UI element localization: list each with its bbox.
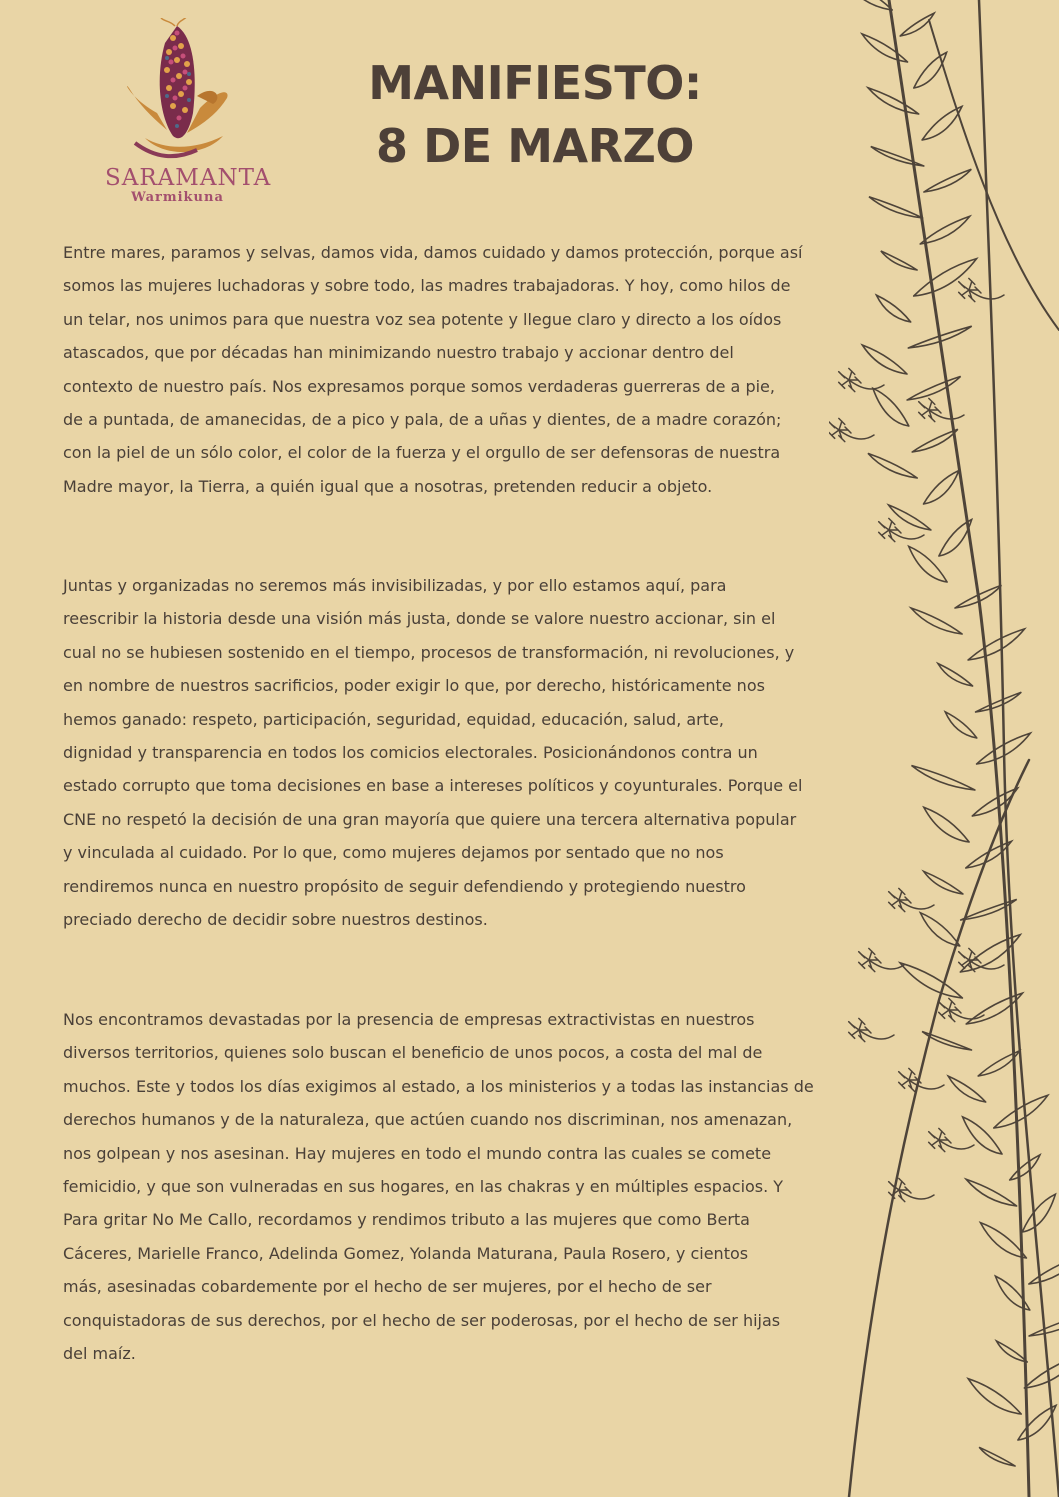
title-line-1: MANIFIESTO:	[368, 56, 702, 110]
text-line: somos las mujeres luchadoras y sobre todo, las madres trabajadoras. Y hoy, como hilos de	[63, 276, 791, 296]
text-line: estado corrupto que toma decisiones en base a intereses políticos y coyunturales. Porque el	[63, 776, 803, 796]
text-line: del maíz.	[63, 1344, 136, 1364]
text-line: Madre mayor, la Tierra, a quién igual que a nosotras, pretenden reducir a objeto.	[63, 476, 713, 496]
paragraph-2	[63, 569, 808, 936]
logo-name: SARAMANTA	[105, 165, 272, 191]
corn-cob-icon	[105, 18, 250, 168]
text-line: con la piel de un sólo color, el color de la fuerza y el orgullo de ser defensoras de nuestra	[63, 443, 781, 463]
text-line: hemos ganado: respeto, participación, seguridad, equidad, educación, salud, arte,	[63, 709, 724, 729]
text-line: atascados, que por décadas han minimizando nuestro trabajo y accionar dentro del	[63, 343, 734, 363]
text-line: Entre mares, paramos y selvas, damos vida, damos cuidado y damos protección, porque así	[63, 243, 803, 262]
text-line: un telar, nos unimos para que nuestra voz sea potente y llegue claro y directo a los oídos	[63, 309, 782, 329]
botanical-illustration	[829, 0, 1059, 1497]
paragraph-3	[63, 1003, 814, 1370]
text-line: y vinculada al cuidado. Por lo que, como mujeres dejamos por sentado que no nos	[63, 843, 724, 863]
text-line: rendiremos nunca en nuestro propósito de seguir defendiendo y protegiendo nuestro	[63, 876, 746, 896]
text-line: Cáceres, Marielle Franco, Adelinda Gomez, Yolanda Maturana, Paula Rosero, y cientos	[63, 1243, 749, 1263]
text-line: Para gritar No Me Callo, recordamos y rendimos tributo a las mujeres que como Berta	[63, 1210, 750, 1230]
text-line: más, asesinadas cobardemente por el hecho de ser mujeres, por el hecho de ser	[63, 1277, 712, 1297]
text-line: derechos humanos y de la naturaleza, que actúen cuando nos discriminan, nos amenazan,	[63, 1110, 793, 1130]
text-line: muchos. Este y todos los días exigimos al estado, a los ministerios y a todas las instancias de	[63, 1076, 814, 1096]
text-line: contexto de nuestro país. Nos expresamos porque somos verdaderas guerreras de a pie,	[63, 376, 775, 396]
text-line: femicidio, y que son vulneradas en sus hogares, en las chakras y en múltiples espacios. Y	[63, 1177, 784, 1197]
text-line: de a puntada, de amanecidas, de a pico y pala, de a uñas y dientes, de a madre corazón;	[63, 410, 782, 430]
saramanta-logo	[105, 18, 272, 213]
text-line: reescribir la historia desde una visión más justa, donde se valore nuestro accionar, sin el	[63, 609, 776, 629]
text-line: en nombre de nuestros sacrificios, poder exigir lo que, por derecho, históricamente nos	[63, 676, 765, 696]
text-line: Juntas y organizadas no seremos más invisibilizadas, y por ello estamos aquí, para	[63, 576, 727, 595]
logo-subtitle: Warmikuna	[131, 190, 224, 205]
paragraph-1	[63, 236, 808, 503]
text-line: dignidad y transparencia en todos los comicios electorales. Posicionándonos contra un	[63, 743, 758, 763]
text-line: conquistadoras de sus derechos, por el hecho de ser poderosas, por el hecho de ser hijas	[63, 1310, 781, 1330]
text-line: Nos encontramos devastadas por la presencia de empresas extractivistas en nuestros	[63, 1010, 755, 1029]
text-line: nos golpean y nos asesinan. Hay mujeres en todo el mundo contra las cuales se comete	[63, 1143, 772, 1163]
text-line: cual no se hubiesen sostenido en el tiempo, procesos de transformación, ni revoluciones, y	[63, 642, 795, 662]
text-line: diversos territorios, quienes solo buscan el beneficio de unos pocos, a costa del mal de	[63, 1043, 763, 1063]
text-line: CNE no respetó la decisión de una gran mayoría que quiere una tercera alternativa popular	[63, 809, 797, 829]
page-title	[330, 52, 740, 178]
title-line-2: 8 DE MARZO	[376, 119, 694, 173]
text-line: preciado derecho de decidir sobre nuestros destinos.	[63, 910, 488, 930]
